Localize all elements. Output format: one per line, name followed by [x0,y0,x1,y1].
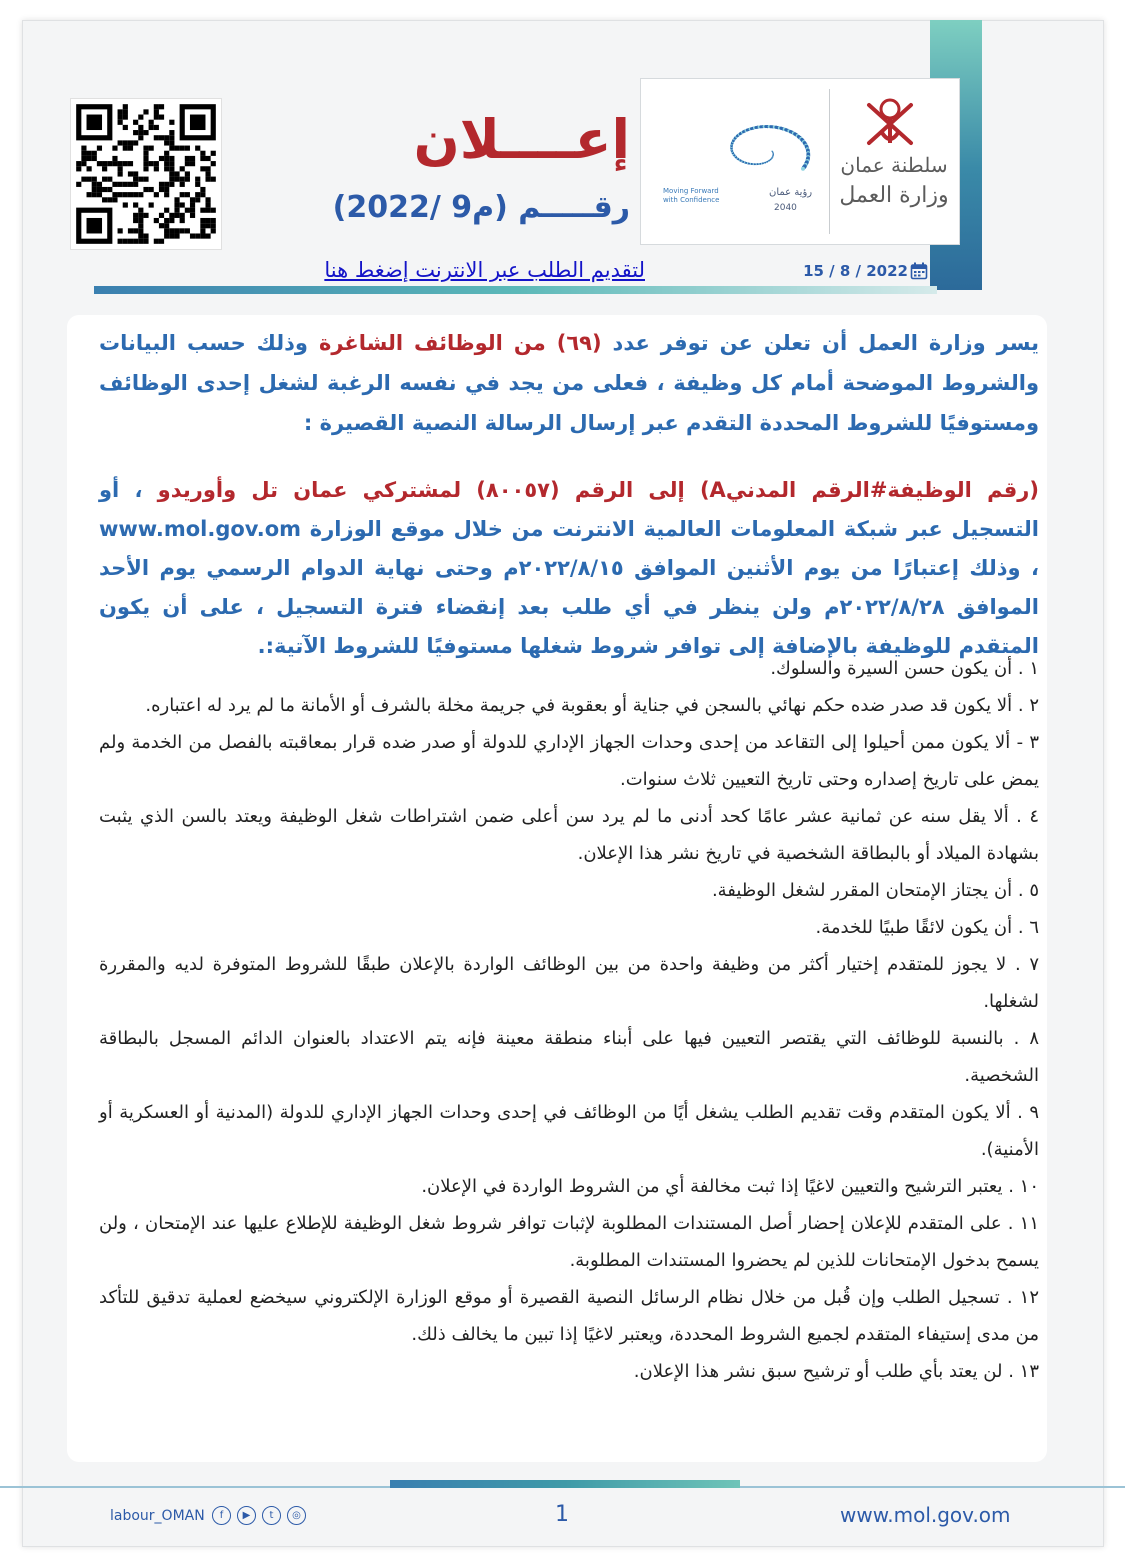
condition-item: ٥ . أن يجتاز الإمتحان المقرر لشغل الوظيفة. [711,880,1039,901]
footer-accent-bar [390,1480,740,1488]
condition-item: ١٣ . لن يعتد بأي طلب أو ترشيح سبق نشر هذا الإعلان. [633,1361,1039,1382]
intro-part-1: يسر وزارة العمل أن تعلن عن توفر عدد [601,331,1039,355]
apply-online-link[interactable]: لتقديم الطلب عبر الانترنت إضغط هنا [324,258,645,282]
ministry-logo-box [640,78,960,245]
youtube-icon[interactable]: ▶ [237,1506,256,1525]
condition-item: ١٢ . تسجيل الطلب وإن قُبل من خلال نظام الرسائل النصية القصيرة أو موقع الوزارة الإلكتروني سيخضع لعملية تدقيق للتأكد من مدى إستيفاء المتقدم لجميع الشروط المحددة، ويعتبر لاغيًا إذا تبين ما يخالف ذلك. [99,1287,1039,1345]
social-icons [212,1506,306,1525]
vision-text: رؤية عمان [769,187,813,198]
instagram-icon[interactable]: ◎ [287,1506,306,1525]
vision-english-text: Moving Forward with Confidence [663,187,720,204]
announcement-body [67,315,1047,1462]
page-title: إعــــلان [413,108,630,171]
logo-divider [829,89,830,234]
page-number: 1 [555,1502,569,1527]
social-handle: labour_OMAN [110,1508,205,1524]
condition-item: ٧ . لا يجوز للمتقدم إختيار أكثر من وظيفة واحدة من بين الوظائف الواردة بالإعلان طبقًا للشروط المتوفرة لديه والمقررة لشغلها. [99,954,1039,1012]
condition-item: ١٠ . يعتبر الترشيح والتعيين لاغيًا إذا ثبت مخالفة أي من الشروط الواردة في الإعلان. [421,1176,1039,1197]
header-rule [94,286,937,294]
logo-line-1: سلطنة عمان [840,153,948,177]
vision-2040-logo-icon [701,109,811,199]
footer-website[interactable]: www.mol.gov.om [840,1503,1011,1527]
condition-item: ١١ . على المتقدم للإعلان إحضار أصل المستندات المطلوبة لإثبات توافر شروط شغل الوظيفة للإطلاع عليها عند الإمتحان ، ولن يسمح بدخول الإمتحانات للذين لم يحضروا المستندات المطلوبة. [99,1213,1039,1271]
logo-line-2: وزارة العمل [839,183,949,208]
registration-details: ، أو التسجيل عبر شبكة المعلومات العالمية الانترنت من خلال موقع الوزارة www.mol.gov.om ، وذلك إعتبارًا من يوم الأثنين الموافق ٢٠٢٢/٨/١٥م وحتى نهاية الدوام الرسمي يوم الأحد الموافق ٢٠٢٢/٨/٢٨م ولن ينظر في أي طلب بعد إنقضاء فترة التسجيل ، على أن يكون المتقدم للوظيفة بالإضافة إلى توافر شروط شغلها مستوفيًا للشروط الآتية:. [99,478,1039,658]
condition-item: ٦ . أن يكون لائقًا طبيًا للخدمة. [815,917,1039,938]
condition-item: ٨ . بالنسبة للوظائف التي يقتصر التعيين فيها على أبناء منطقة معينة فإنه يتم الاعتداد بالعنوان الدائم المسجل بالبطاقة الشخصية. [99,1028,1039,1086]
qr-code-icon[interactable] [70,98,222,250]
announcement-number: رقـــــم (م9 /2022) [332,190,630,225]
condition-item: ٣ - ألا يكون ممن أحيلوا إلى التقاعد من إحدى وحدات الجهاز الإداري للدولة أو صدر ضده قرار بمعاقبته بالفصل من الخدمة ولم يمض على تاريخ إصداره وحتى تاريخ التعيين ثلاث سنوات. [99,732,1039,790]
vacancies-count: (٦٩) من الوظائف الشاغرة [318,331,602,355]
condition-item: ٤ . ألا يقل سنه عن ثمانية عشر عامًا كحد أدنى ما لم يرد سن أعلى ضمن اشتراطات شغل الوظيفة ويعتد بالسن الذي يثبت بشهادة الميلاد أو بالبطاقة الشخصية في تاريخ نشر هذا الإعلان. [99,806,1039,864]
oman-emblem-icon [859,91,921,153]
vision-year: 2040 [774,203,797,213]
registration-paragraph [99,471,1039,666]
intro-part-2: وذلك حسب البيانات والشروط الموضحة أمام كل وظيفة ، فعلى من يجد في نفسه الرغبة لشغل إحدى الوظائف ومستوفيًا للشروط المحددة التقدم عبر إرسال الرسالة النصية القصيرة : [99,331,1039,435]
condition-item: ٩ . ألا يكون المتقدم وقت تقديم الطلب يشغل أيًا من الوظائف في إحدى وحدات الجهاز الإداري للدولة (المدنية أو العسكرية أو الأمنية). [99,1102,1039,1160]
twitter-icon[interactable]: t [262,1506,281,1525]
condition-item: ١ . أن يكون حسن السيرة والسلوك. [770,658,1039,679]
condition-item: ٢ . ألا يكون قد صدر ضده حكم نهائي بالسجن في جناية أو بعقوبة في جريمة مخلة بالشرف أو الأمانة ما لم يرد له اعتباره. [145,695,1039,716]
conditions-list [99,650,1039,1390]
facebook-icon[interactable]: f [212,1506,231,1525]
sms-format: (رقم الوظيفة#الرقم المدنيA) إلى الرقم (٨٠٠٥٧) لمشتركي عمان تل وأوريدو [157,478,1039,502]
intro-paragraph [99,323,1039,443]
date-text: 2022 / 8 / 15 [803,262,908,280]
announcement-date [790,262,930,280]
